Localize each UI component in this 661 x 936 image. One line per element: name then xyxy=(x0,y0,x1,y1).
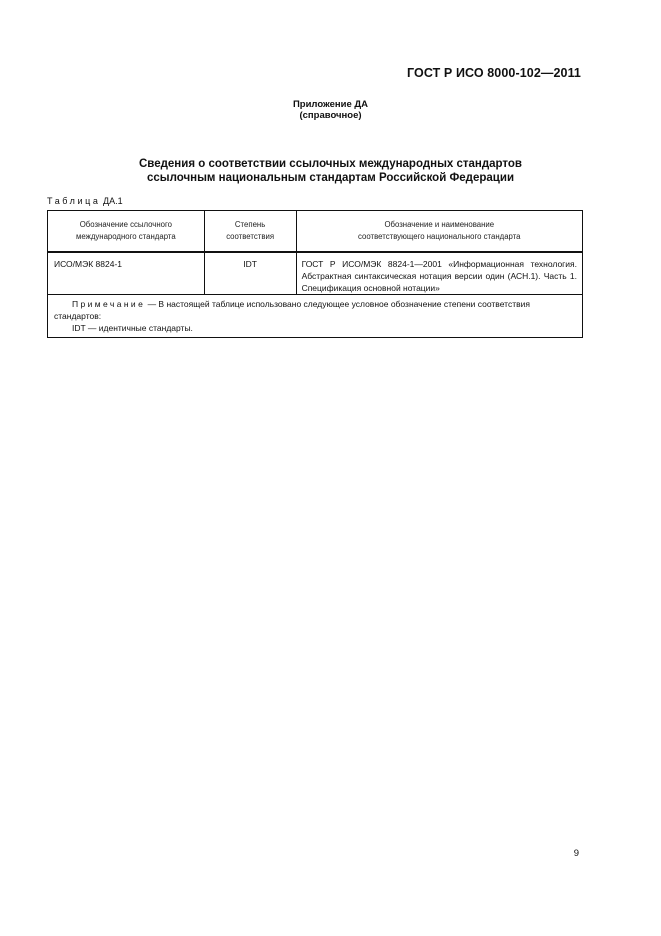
document-code: ГОСТ Р ИСО 8000-102—2011 xyxy=(406,66,581,80)
reference-standards-table xyxy=(47,210,583,338)
cell-international-standard: ИСО/МЭК 8824-1 xyxy=(48,252,205,295)
annex-heading xyxy=(0,99,661,121)
cell-national-standard: ГОСТ Р ИСО/МЭК 8824-1—2001 «Информационная технология. Абстрактная синтаксическая нотация версии один (АСН.1). Часть 1. Спецификация основной нотации» xyxy=(296,252,582,295)
cell-degree: IDT xyxy=(204,252,296,295)
annex-subtitle: (справочное) xyxy=(299,110,362,121)
table-header-row xyxy=(48,211,583,253)
column-header-international-standard: Обозначение ссылочного международного стандарта xyxy=(48,211,205,253)
table-note-row xyxy=(48,295,583,338)
annex-title: Приложение ДА xyxy=(292,99,369,110)
table-caption xyxy=(47,196,123,206)
section-title xyxy=(0,157,661,185)
section-title-line-2: ссылочным национальным стандартам Российской Федерации xyxy=(146,172,515,184)
section-title-line-1: Сведения о соответствии ссылочных международных стандартов xyxy=(138,158,522,170)
page-number: 9 xyxy=(573,848,579,859)
note-text: — В настоящей таблице использовано следующее условное обозначение степени соответствия стандартов: xyxy=(54,299,530,321)
column-header-degree: Степень соответствия xyxy=(204,211,296,253)
table-caption-label: Таблица xyxy=(47,196,101,206)
table-caption-number: ДА.1 xyxy=(103,196,123,206)
table-note xyxy=(48,295,583,338)
table-row xyxy=(48,252,583,295)
note-label: Примечание xyxy=(72,299,146,309)
note-legend: IDT — идентичные стандарты. xyxy=(72,323,193,333)
column-header-national-standard: Обозначение и наименование соответствующего национального стандарта xyxy=(296,211,582,253)
